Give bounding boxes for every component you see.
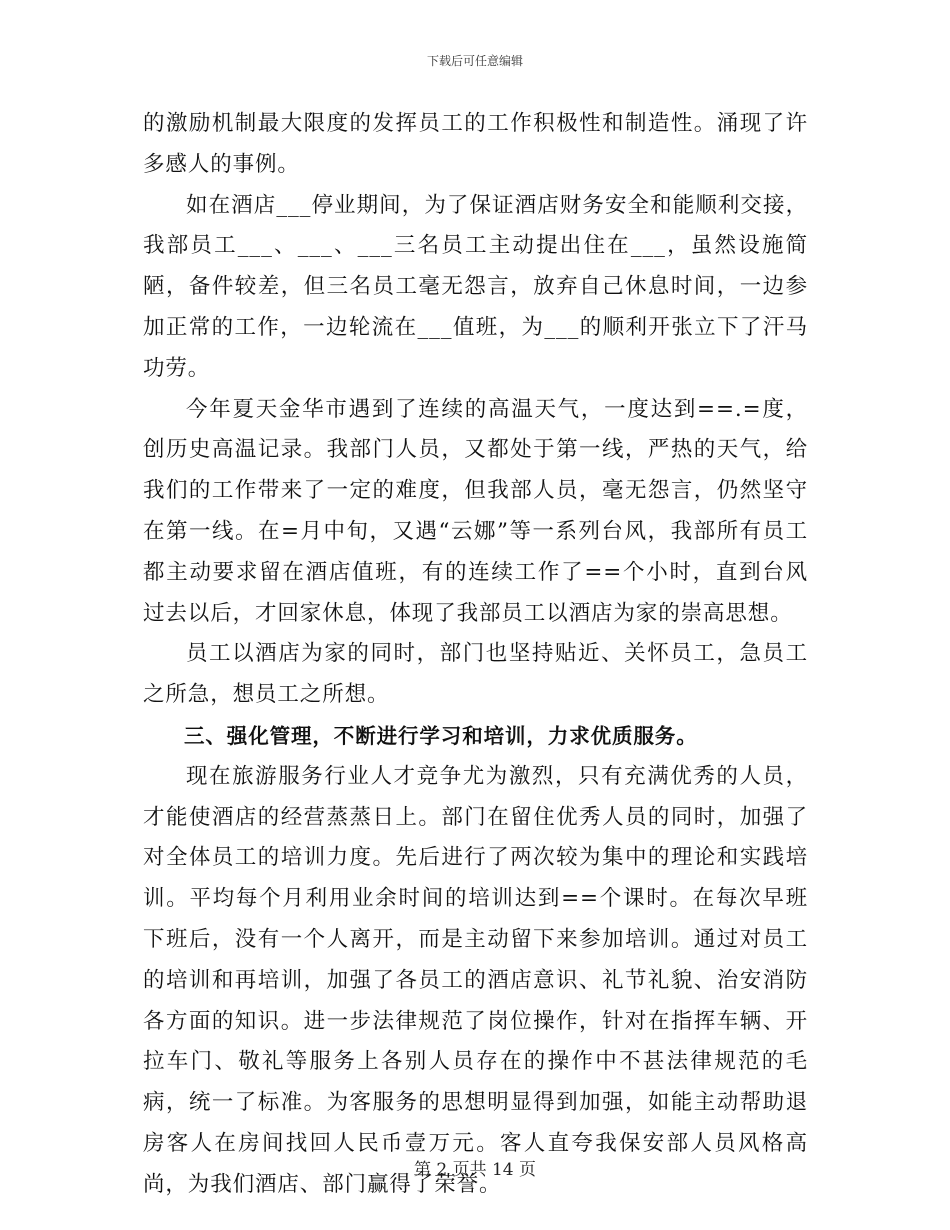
paragraph-employee-care: 员工以酒店为家的同时，部门也坚持贴近、关怀员工，急员工之所急，想员工之所想。	[143, 641, 808, 708]
section-heading: 三、强化管理，不断进行学习和培训，力求优质服务。	[184, 723, 698, 748]
document-body	[143, 104, 808, 1206]
paragraph-continuation: 的激励机制最大限度的发挥员工的工作积极性和制造性。涌现了许多感人的事例。	[143, 111, 808, 177]
paragraph-hotel-closure: 如在酒店___停业期间，为了保证酒店财务安全和能顺利交接，我部员工___、___、___三名员工主动提出住在___，虽然设施简陋，备件较差，但三名员工毫无怨言，放弃自己休息时间，一边参加正常的工作，一边轮流在___值班，为___的顺利开张立下了汗马功劳。	[143, 192, 808, 381]
paragraph-summer-heat: 今年夏天金华市遇到了连续的高温天气，一度达到==.=度，创历史高温记录。我部门人员，又都处于第一线，严热的天气，给我们的工作带来了一定的难度，但我部人员，毫无怨言，仍然坚守在第一线。在=月中旬，又遇“云娜”等一系列台风，我部所有员工都主动要求留在酒店值班，有的连续工作了==个小时，直到台风过去以后，才回家休息，体现了我部员工以酒店为家的崇高思想。	[143, 396, 808, 626]
page-header: 下载后可任意编辑	[426, 54, 523, 68]
paragraph-training: 现在旅游服务行业人才竞争尤为激烈，只有充满优秀的人员，才能使酒店的经营蒸蒸日上。部门在留住优秀人员的同时，加强了对全体员工的培训力度。先后进行了两次较为集中的理论和实践培训。平均每个月利用业余时间的培训达到==个课时。在每次早班下班后，没有一个人离开，而是主动留下来参加培训。通过对员工的培训和再培训，加强了各员工的酒店意识、礼节礼貌、治安消防各方面的知识。进一步法律规范了岗位操作，针对在指挥车辆、开拉车门、敬礼等服务上各别人员存在的操作中不甚法律规范的毛病，统一了标准。为客服务的思想明显得到加强，如能主动帮助退房客人在房间找回人民币壹万元。客人直夸我保安部人员风格高尚，为我们酒店、部门赢得了荣誉。	[143, 763, 808, 1197]
page-footer: 第 2 页共 14 页	[413, 1160, 537, 1180]
